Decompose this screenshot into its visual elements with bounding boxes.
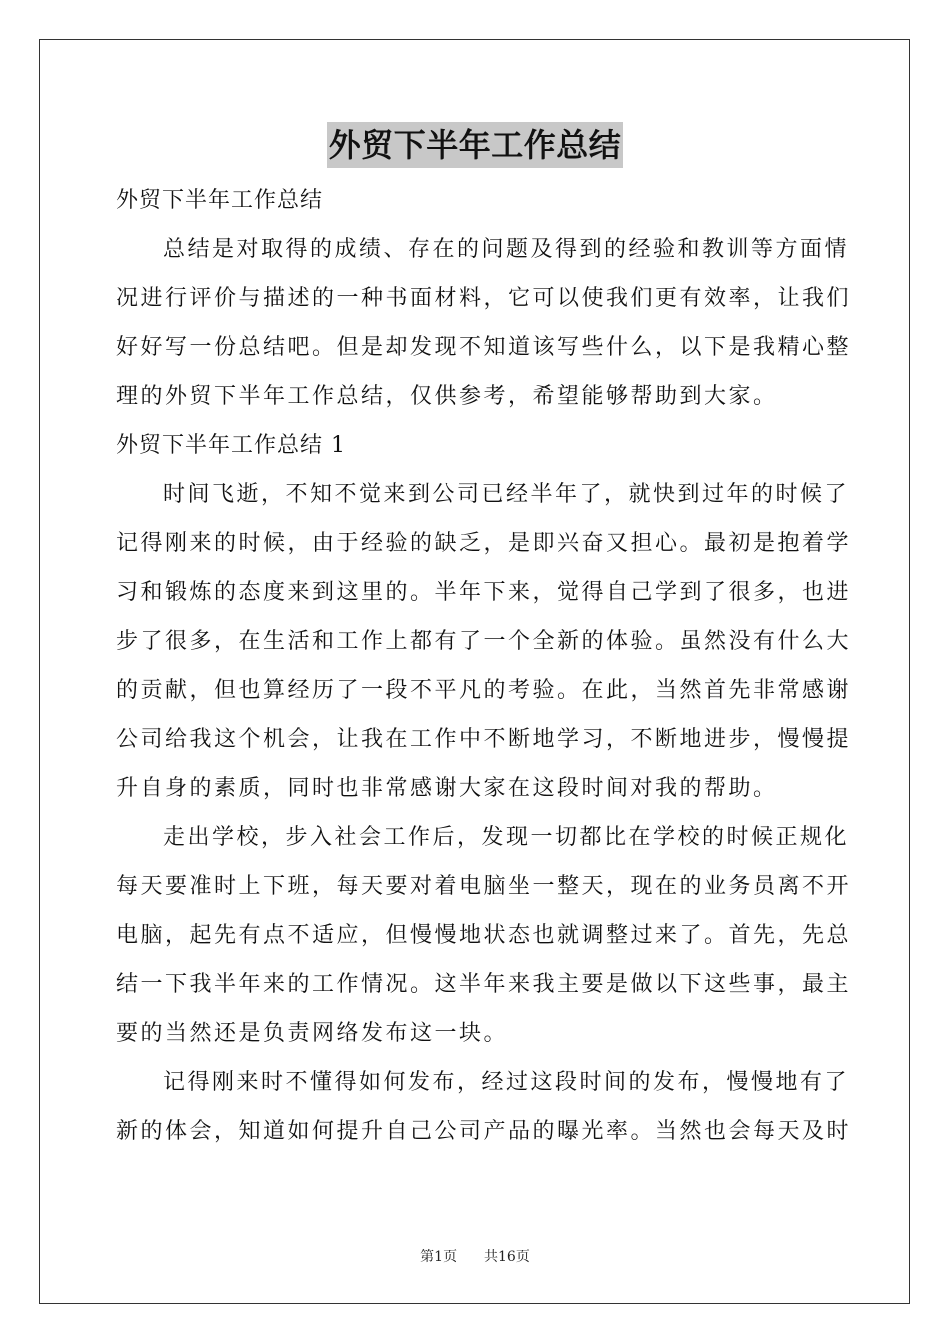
paragraph-line: 要的当然还是负责网络发布这一块。 bbox=[116, 1021, 509, 1046]
paragraph-line: 总结是对取得的成绩、存在的问题及得到的经验和教训等方面情 bbox=[163, 237, 850, 262]
paragraph-line: 好好写一份总结吧。但是却发现不知道该写些什么，以下是我精心整 bbox=[116, 335, 852, 360]
paragraph-line: 走出学校，步入社会工作后，发现一切都比在学校的时候正规化 bbox=[163, 825, 850, 850]
paragraph-3 bbox=[116, 1058, 852, 1156]
paragraph-line: 新的体会，知道如何提升自己公司产品的曝光率。当然也会每天及时 bbox=[116, 1119, 852, 1144]
paragraph-line: 的贡献，但也算经历了一段不平凡的考验。在此，当然首先非常感谢 bbox=[116, 678, 852, 703]
page-number: 第1页 bbox=[420, 1249, 458, 1265]
paragraph-line: 每天要准时上下班，每天要对着电脑坐一整天，现在的业务员离不开 bbox=[116, 874, 852, 899]
paragraph-line: 理的外贸下半年工作总结，仅供参考，希望能够帮助到大家。 bbox=[116, 384, 778, 409]
paragraph-1 bbox=[116, 470, 852, 813]
total-pages: 共16页 bbox=[484, 1249, 530, 1265]
paragraph-line: 时间飞逝，不知不觉来到公司已经半年了，就快到过年的时候了 bbox=[163, 482, 850, 507]
paragraph-line: 记得刚来的时候，由于经验的缺乏，是即兴奋又担心。最初是抱着学 bbox=[116, 531, 852, 556]
paragraph-line: 记得刚来时不懂得如何发布，经过这段时间的发布，慢慢地有了 bbox=[163, 1070, 850, 1095]
paragraph-line: 升自身的素质，同时也非常感谢大家在这段时间对我的帮助。 bbox=[116, 776, 778, 801]
document-body bbox=[116, 176, 852, 1156]
page-footer bbox=[0, 1246, 950, 1266]
section-heading: 外贸下半年工作总结 1 bbox=[116, 433, 346, 458]
intro-paragraph bbox=[116, 225, 852, 421]
paragraph-2 bbox=[116, 813, 852, 1058]
paragraph-line: 习和锻炼的态度来到这里的。半年下来，觉得自己学到了很多，也进 bbox=[116, 580, 852, 605]
paragraph-line: 况进行评价与描述的一种书面材料，它可以使我们更有效率，让我们 bbox=[116, 286, 852, 311]
document-title: 外贸下半年工作总结 bbox=[327, 122, 624, 168]
paragraph-line: 结一下我半年来的工作情况。这半年来我主要是做以下这些事，最主 bbox=[116, 972, 852, 997]
title-area bbox=[0, 122, 950, 168]
paragraph-line: 电脑，起先有点不适应，但慢慢地状态也就调整过来了。首先，先总 bbox=[116, 923, 852, 948]
paragraph-line: 公司给我这个机会，让我在工作中不断地学习，不断地进步，慢慢提 bbox=[116, 727, 852, 752]
subtitle: 外贸下半年工作总结 bbox=[116, 188, 324, 213]
paragraph-line: 步了很多，在生活和工作上都有了一个全新的体验。虽然没有什么大 bbox=[116, 629, 852, 654]
